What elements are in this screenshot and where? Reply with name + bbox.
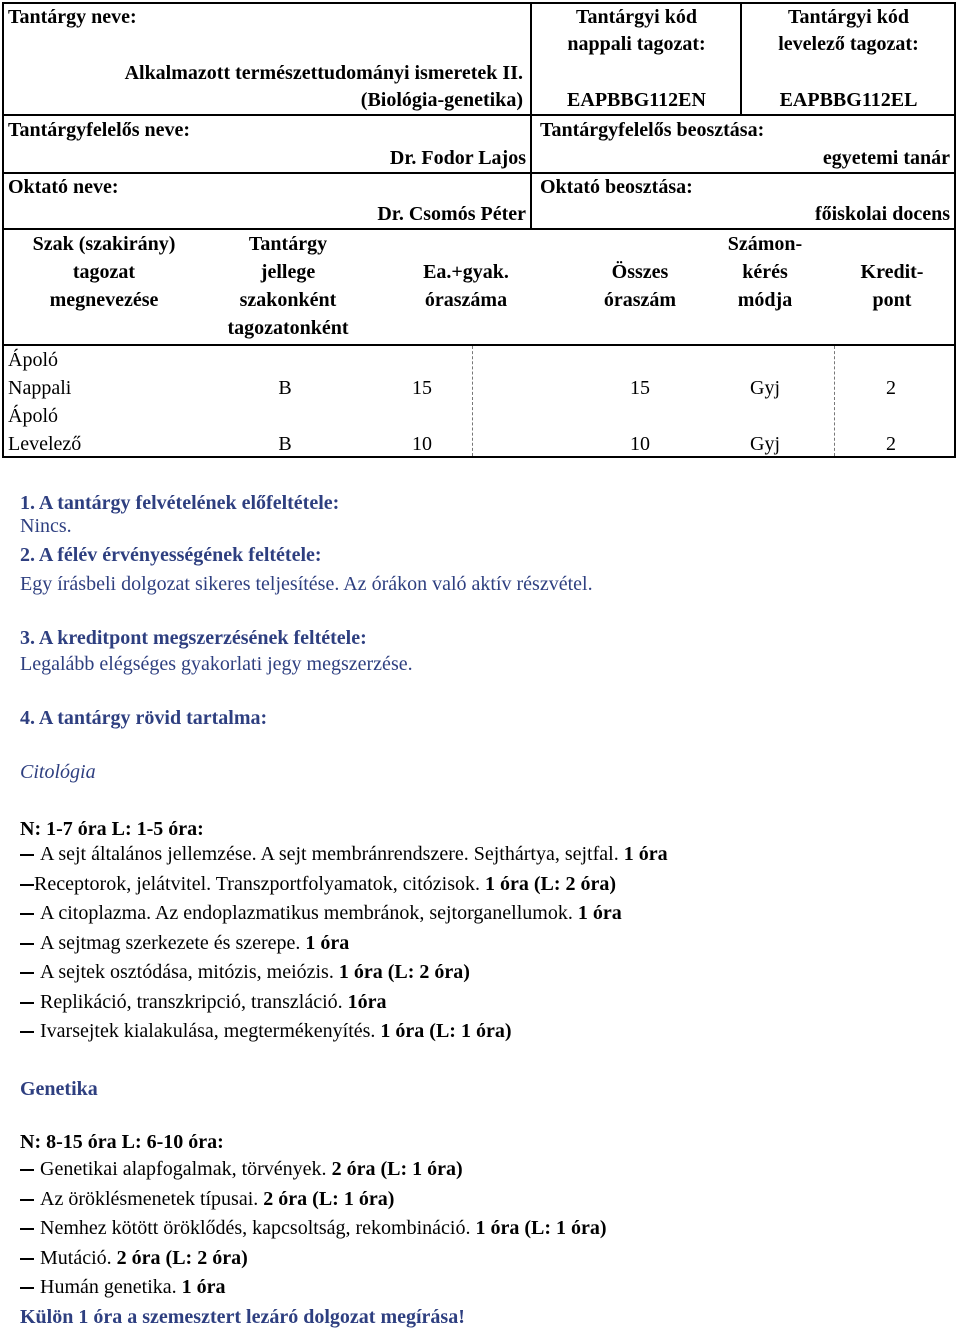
dash-bullet-icon	[20, 1169, 34, 1171]
section-3-title: 3. A kreditpont megszerzésének feltétele:	[20, 627, 367, 649]
topic-text: Humán genetika.	[40, 1276, 177, 1298]
genetics-hours: N: 8-15 óra L: 6-10 óra:	[20, 1131, 224, 1153]
col-header-type: Tantárgy	[248, 233, 328, 255]
topic-hours: 1óra	[347, 990, 387, 1013]
cytology-heading: Citológia	[20, 761, 96, 783]
genetics-heading: Genetika	[20, 1078, 98, 1100]
col-header-hours: Ea.+gyak.	[423, 261, 509, 283]
row-hours: 10	[412, 433, 432, 455]
table-rule	[2, 228, 956, 230]
dash-bullet-icon	[20, 1002, 34, 1004]
topic-text: A sejtek osztódása, mitózis, meiózis.	[40, 961, 334, 983]
row-type: B	[278, 433, 292, 455]
table-dashed-rule	[472, 346, 473, 456]
topic-text: Replikáció, transzkripció, transzláció.	[40, 990, 343, 1013]
dash-bullet-icon	[20, 854, 34, 856]
instructor-label: Oktató neve:	[8, 176, 119, 198]
col-header-credit: Kredit-	[860, 261, 924, 283]
topic-item	[20, 961, 470, 984]
dash-bullet-icon	[20, 1258, 34, 1260]
topic-hours: 1 óra (L: 1 óra)	[475, 1217, 607, 1239]
topic-item	[20, 1276, 226, 1299]
table-rule	[740, 2, 742, 114]
row-major: Ápoló	[8, 405, 58, 427]
col-header-total: óraszám	[603, 289, 677, 311]
row-assessment: Gyj	[750, 377, 780, 399]
row-assessment: Gyj	[750, 433, 780, 455]
topic-text: A citoplazma. Az endoplazmatikus membránok, sejtorganellumok.	[40, 902, 573, 924]
topic-text: Receptorok, jelátvitel. Transzportfolyamatok, citózisok.	[34, 872, 481, 895]
row-total: 10	[630, 433, 650, 455]
responsible-label: Tantárgyfelelős neve:	[8, 119, 191, 141]
topic-text: Genetikai alapfogalmak, törvények.	[40, 1158, 327, 1180]
col-header-assessment: módja	[737, 289, 793, 311]
col-header-major: megnevezése	[49, 289, 159, 311]
col-header-assessment: Számon-	[727, 233, 803, 255]
section-3-text: Legalább elégséges gyakorlati jegy megszerzése.	[20, 653, 413, 675]
topic-item	[20, 991, 387, 1014]
section-4-title: 4. A tantárgy rövid tartalma:	[20, 707, 268, 729]
table-rule	[2, 344, 956, 346]
topic-item	[20, 843, 668, 866]
row-credit: 2	[886, 433, 896, 455]
topic-text: A sejtmag szerkezete és szerepe.	[40, 931, 301, 954]
row-hours: 15	[412, 377, 432, 399]
col-header-major: Szak (szakirány)	[32, 233, 176, 255]
topic-item	[20, 1188, 394, 1211]
code-day-label: Tantárgyi kód	[576, 6, 697, 28]
topic-item	[20, 1217, 607, 1240]
dash-bullet-icon	[20, 972, 34, 974]
col-header-major: tagozat	[72, 261, 136, 283]
col-header-hours: óraszáma	[424, 289, 508, 311]
topic-item	[20, 902, 622, 925]
section-2-text: Egy írásbeli dolgozat sikeres teljesítése. Az órákon való aktív részvétel.	[20, 573, 593, 595]
topic-text: Mutáció.	[40, 1246, 112, 1269]
code-corr-label: Tantárgyi kód	[788, 6, 909, 28]
instructor-position-label: Oktató beosztása:	[540, 176, 693, 198]
table-rule	[2, 172, 956, 174]
dash-bullet-icon	[20, 1228, 34, 1230]
topic-item	[20, 1247, 248, 1270]
topic-hours: 2 óra (L: 2 óra)	[116, 1246, 248, 1269]
row-mode: Levelező	[8, 433, 82, 455]
code-corr-value: EAPBBG112EL	[779, 89, 918, 111]
col-header-credit: pont	[872, 289, 912, 311]
responsible-position-label: Tantárgyfelelős beosztása:	[540, 119, 765, 141]
row-major: Ápoló	[8, 349, 58, 371]
code-day-value: EAPBBG112EN	[567, 89, 706, 111]
topic-hours: 1 óra	[305, 931, 350, 954]
row-total: 15	[630, 377, 650, 399]
code-day-label-2: nappali tagozat:	[567, 33, 706, 55]
dash-bullet-icon	[20, 1199, 34, 1201]
topic-item	[20, 1158, 463, 1181]
row-mode: Nappali	[8, 377, 72, 399]
col-header-assessment: kérés	[742, 261, 788, 283]
topic-item	[20, 932, 349, 955]
dash-bullet-icon	[20, 1031, 34, 1033]
section-1-text: Nincs.	[20, 515, 72, 537]
cytology-hours: N: 1-7 óra L: 1-5 óra:	[20, 818, 204, 840]
topic-item	[20, 873, 616, 896]
responsible-position: egyetemi tanár	[822, 147, 950, 169]
table-dashed-rule	[834, 346, 835, 456]
topic-hours: 1 óra (L: 1 óra)	[380, 1020, 512, 1042]
topic-hours: 1 óra (L: 2 óra)	[338, 961, 470, 983]
topic-hours: 2 óra (L: 1 óra)	[263, 1187, 395, 1210]
topic-text: A sejt általános jellemzése. A sejt membránrendszere. Sejthártya, sejtfal.	[40, 843, 619, 865]
subject-name-label: Tantárgy neve:	[8, 6, 137, 28]
section-1-title: 1. A tantárgy felvételének előfeltétele:	[20, 492, 340, 514]
responsible-name: Dr. Fodor Lajos	[389, 147, 526, 169]
instructor-position: főiskolai docens	[814, 203, 950, 225]
topic-item	[20, 1020, 512, 1043]
subject-name: Alkalmazott természettudományi ismeretek II.	[124, 62, 523, 84]
dash-bullet-icon	[20, 1287, 34, 1289]
code-corr-label-2: levelező tagozat:	[778, 33, 919, 55]
topic-hours: 2 óra (L: 1 óra)	[331, 1158, 463, 1180]
col-header-type: szakonként	[239, 289, 337, 311]
topic-text: Nemhez kötött öröklődés, kapcsoltság, rekombináció.	[40, 1217, 471, 1239]
topic-hours: 1 óra	[623, 843, 668, 865]
col-header-type: jellege	[260, 261, 316, 283]
col-header-type: tagozatonként	[227, 317, 349, 339]
dash-bullet-icon	[20, 884, 34, 886]
topic-hours: 1 óra	[181, 1276, 226, 1298]
row-credit: 2	[886, 377, 896, 399]
dash-bullet-icon	[20, 913, 34, 915]
row-type: B	[278, 377, 292, 399]
dash-bullet-icon	[20, 943, 34, 945]
subject-name-sub: (Biológia-genetika)	[360, 89, 523, 111]
closing-note: Külön 1 óra a szemesztert lezáró dolgozat megírása!	[20, 1306, 465, 1328]
table-rule	[2, 114, 956, 116]
topic-hours: 1 óra	[577, 902, 622, 924]
col-header-total: Összes	[611, 261, 669, 283]
topic-hours: 1 óra (L: 2 óra)	[485, 872, 617, 895]
topic-text: Az öröklésmenetek típusai.	[40, 1187, 259, 1210]
instructor-name: Dr. Csomós Péter	[377, 203, 526, 225]
topic-text: Ivarsejtek kialakulása, megtermékenyítés.	[40, 1020, 376, 1042]
table-rule	[530, 2, 532, 228]
section-2-title: 2. A félév érvényességének feltétele:	[20, 544, 322, 566]
